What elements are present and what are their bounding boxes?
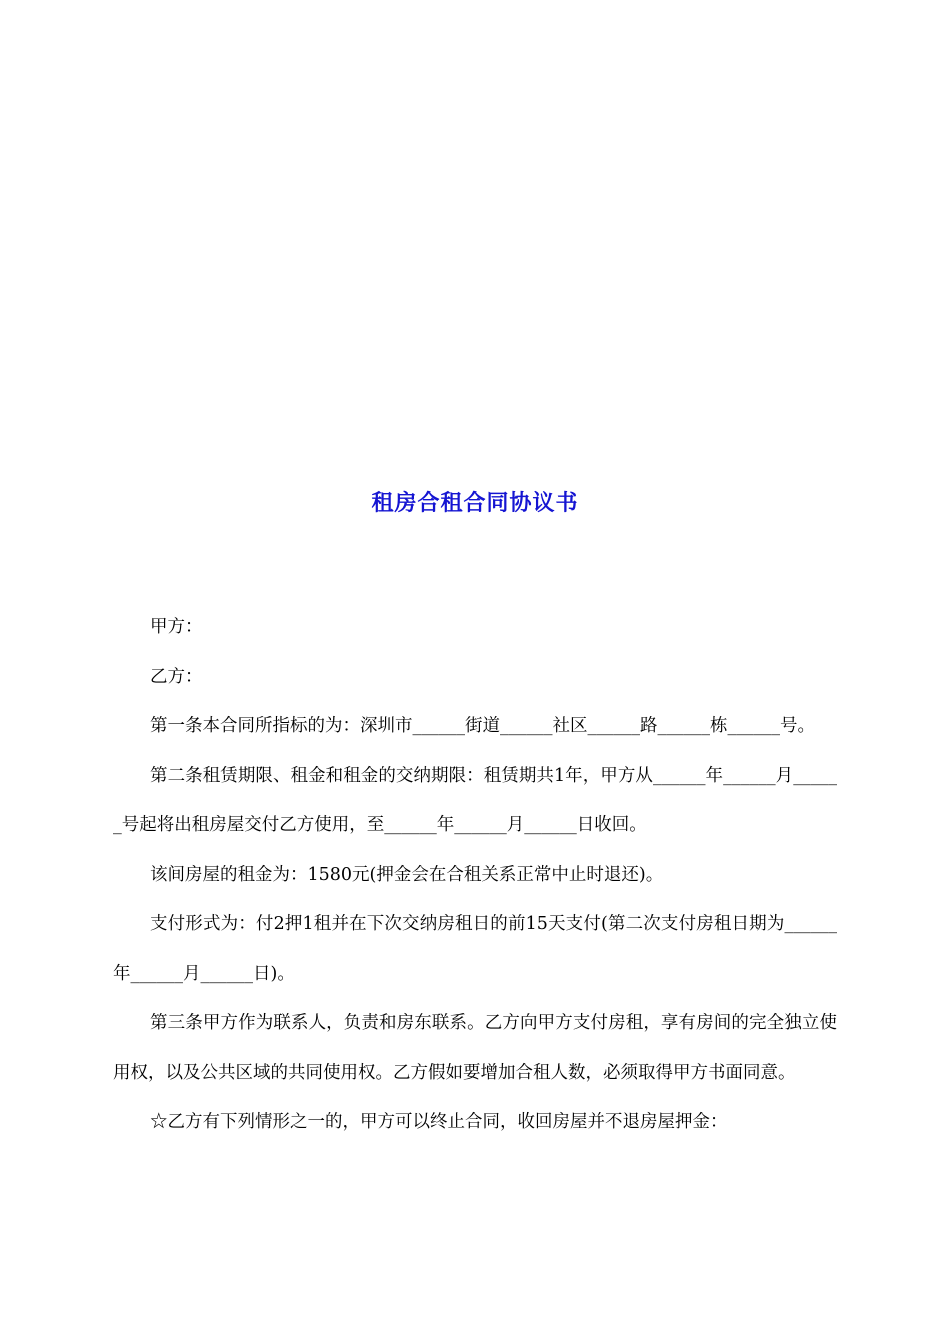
rent-amount-paragraph: 该间房屋的租金为：1580元(押金会在合租关系正常中止时退还)。: [150, 864, 664, 885]
document-body: [113, 603, 837, 1148]
termination-conditions-paragraph: ☆乙方有下列情形之一的，甲方可以终止合同，收回房屋并不退房屋押金：: [150, 1112, 728, 1132]
article-three-paragraph: 第三条甲方作为联系人，负责和房东联系。乙方向甲方支付房租，享有房间的完全独立使用权，以及公共区域的共同使用权。乙方假如要增加合租人数，必须取得甲方书面同意。: [113, 1013, 837, 1083]
payment-method-paragraph: 支付形式为：付2押1租并在下次交纳房租日的前15天支付(第二次支付房租日期为______年______月______日)。: [113, 914, 837, 984]
article-one-paragraph: 第一条本合同所指标的为：深圳市______街道______社区______路______栋______号。: [150, 716, 815, 736]
party-b-line: 乙方：: [150, 666, 203, 687]
party-a-line: 甲方：: [150, 617, 203, 637]
article-two-paragraph: 第二条租赁期限、租金和租金的交纳期限：租赁期共1年，甲方从______年______月______号起将出租房屋交付乙方使用，至______年______月______日收回。: [113, 765, 837, 835]
document-title: 租房合租合同协议书: [371, 490, 579, 516]
